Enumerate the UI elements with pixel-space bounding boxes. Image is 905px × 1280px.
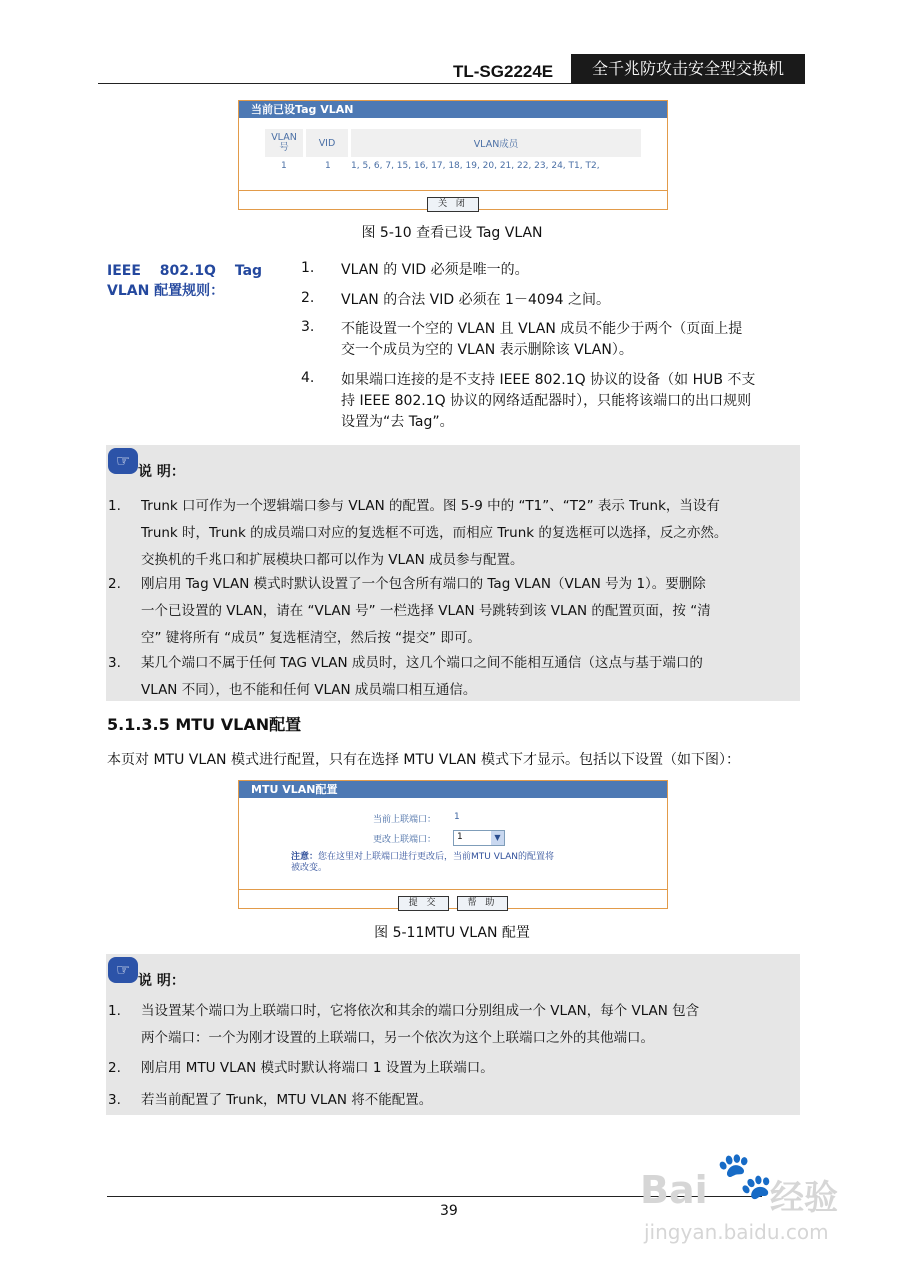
- column-header-vlan-no: [265, 129, 303, 157]
- note-text-line: Trunk 口可作为一个逻辑端口参与 VLAN 的配置。图 5-9 中的 “T1”、“T2” 表示 Trunk，当设有: [141, 498, 720, 514]
- note-label: 说 明：: [138, 464, 185, 480]
- panel-title: MTU VLAN配置: [239, 781, 667, 798]
- note-number: 1.: [108, 1003, 121, 1019]
- header-rule: [98, 83, 572, 84]
- close-button[interactable]: 关 闭: [427, 197, 479, 212]
- baidu-watermark: [640, 1140, 870, 1250]
- submit-button[interactable]: 提 交: [398, 896, 450, 911]
- panel-footer: [239, 889, 667, 908]
- note-text-line: 某几个端口不属于任何 TAG VLAN 成员时，这几个端口之间不能相互通信（这点与基于端口的: [141, 655, 703, 671]
- mtu-note-line2: 被改变。: [291, 863, 328, 873]
- section-heading: 5.1.3.5 MTU VLAN配置: [107, 715, 302, 734]
- note-text-line: 空” 键将所有 “成员” 复选框清空，然后按 “提交” 即可。: [141, 630, 481, 646]
- mtu-note-text: 您在这里对上联端口进行更改后，当前MTU VLAN的配置将: [318, 852, 554, 862]
- cell-vid: 1: [325, 161, 331, 171]
- tag-vlan-panel: [238, 100, 668, 210]
- chevron-down-icon[interactable]: ▼: [491, 831, 504, 845]
- rule-number: 1.: [301, 260, 315, 276]
- table-row: [239, 161, 667, 175]
- note-number: 3.: [108, 1092, 121, 1108]
- mtu-note-bold: 注意：: [291, 852, 319, 862]
- rule-number: 4.: [301, 370, 315, 386]
- rule-text: [341, 370, 801, 433]
- note-text-line: 一个已设置的 VLAN，请在 “VLAN 号” 一栏选择 VLAN 号跳转到该 VLAN 的配置页面，按 “清: [141, 603, 711, 619]
- note-text: 刚启用 MTU VLAN 模式时默认将端口 1 设置为上联端口。: [141, 1060, 494, 1076]
- members-header-text: VLAN成员: [473, 139, 519, 150]
- rule-text-line: 不能设置一个空的 VLAN 且 VLAN 成员不能少于两个（页面上提: [341, 321, 743, 337]
- note-label: 说 明：: [138, 973, 185, 989]
- rule-text: VLAN 的 VID 必须是唯一的。: [341, 262, 529, 278]
- section-intro: 本页对 MTU VLAN 模式进行配置，只有在选择 MTU VLAN 模式下才显示。包括以下设置（如下图）：: [107, 752, 740, 768]
- figure-caption-5-10: 图 5-10 查看已设 Tag VLAN: [361, 225, 543, 241]
- uplink-port-select[interactable]: [453, 830, 505, 846]
- panel-footer: [239, 190, 667, 209]
- uplink-port-selected-value: 1: [457, 832, 463, 842]
- pointing-hand-icon: ☞: [108, 448, 138, 474]
- note-number: 1.: [108, 498, 121, 514]
- column-header-vid: [306, 129, 348, 157]
- watermark-brand: Bai: [640, 1168, 708, 1212]
- header-model: TL-SG2224E: [453, 62, 554, 81]
- page-number: 39: [440, 1203, 458, 1219]
- mtu-note-line1: [291, 852, 661, 863]
- note-text: [141, 650, 801, 704]
- help-button[interactable]: 帮 助: [457, 896, 509, 911]
- note-text-line: Trunk 时，Trunk 的成员端口对应的复选框不可选，而相应 Trunk 的复选框可以选择，反之亦然。: [141, 525, 728, 541]
- rules-heading: [107, 261, 262, 301]
- note-text: [141, 493, 801, 574]
- note-number: 3.: [108, 655, 121, 671]
- rule-text: [341, 319, 801, 361]
- watermark-url: jingyan.baidu.com: [644, 1220, 829, 1244]
- column-header-members: [351, 129, 641, 157]
- rule-number: 3.: [301, 319, 315, 335]
- note-text-line: 交换机的千兆口和扩展模块口都可以作为 VLAN 成员参与配置。: [141, 552, 524, 568]
- watermark-brand2: 经验: [770, 1178, 838, 1218]
- cell-vlan-no: 1: [281, 161, 287, 171]
- mtu-vlan-panel: [238, 780, 668, 909]
- vlan-no-header-line2: 号: [279, 142, 289, 153]
- vlan-no-header-line1: VLAN: [271, 132, 297, 143]
- mtu-note: [291, 852, 661, 874]
- change-uplink-label: 更改上联端口：: [373, 835, 437, 845]
- note-box: [106, 954, 800, 1115]
- rule-text-line: 持 IEEE 802.1Q 协议的网络适配器时），只能将该端口的出口规则: [341, 393, 752, 409]
- panel-title: 当前已设Tag VLAN: [239, 101, 667, 118]
- rule-text-line: 交一个成员为空的 VLAN 表示删除该 VLAN）。: [341, 342, 633, 358]
- note-box: [106, 445, 800, 701]
- note-text: 若当前配置了 Trunk，MTU VLAN 将不能配置。: [141, 1092, 433, 1108]
- rule-text-line: 设置为“去 Tag”。: [341, 414, 454, 430]
- rule-text-line: 如果端口连接的是不支持 IEEE 802.1Q 协议的设备（如 HUB 不支: [341, 372, 756, 388]
- rule-text: VLAN 的合法 VID 必须在 1－4094 之间。: [341, 292, 611, 308]
- rule-number: 2.: [301, 290, 315, 306]
- pointing-hand-icon: ☞: [108, 957, 138, 983]
- vid-header-text: VID: [318, 137, 336, 149]
- current-uplink-value: 1: [454, 812, 460, 822]
- figure-caption-5-11: 图 5-11MTU VLAN 配置: [374, 925, 530, 941]
- note-text: [141, 998, 801, 1052]
- note-number: 2.: [108, 576, 121, 592]
- paw-icon: 🐾: [716, 1148, 774, 1202]
- header-product-title: 全千兆防攻击安全型交换机: [571, 54, 805, 84]
- current-uplink-label: 当前上联端口：: [373, 815, 437, 825]
- note-text-line: VLAN 不同），也不能和任何 VLAN 成员端口相互通信。: [141, 682, 477, 698]
- note-text-line: 刚启用 Tag VLAN 模式时默认设置了一个包含所有端口的 Tag VLAN（VLAN 号为 1）。要删除: [141, 576, 706, 592]
- rules-heading-line2: VLAN 配置规则：: [107, 283, 225, 299]
- note-text-line: 当设置某个端口为上联端口时，它将依次和其余的端口分别组成一个 VLAN，每个 VLAN 包含: [141, 1003, 700, 1019]
- note-text-line: 两个端口：一个为刚才设置的上联端口，另一个依次为这个上联端口之外的其他端口。: [141, 1030, 654, 1046]
- note-number: 2.: [108, 1060, 121, 1076]
- cell-members: 1, 5, 6, 7, 15, 16, 17, 18, 19, 20, 21, 22, 23, 24, T1, T2,: [351, 161, 600, 171]
- rules-heading-line1: IEEE 802.1Q Tag: [107, 263, 263, 279]
- note-text: [141, 571, 801, 652]
